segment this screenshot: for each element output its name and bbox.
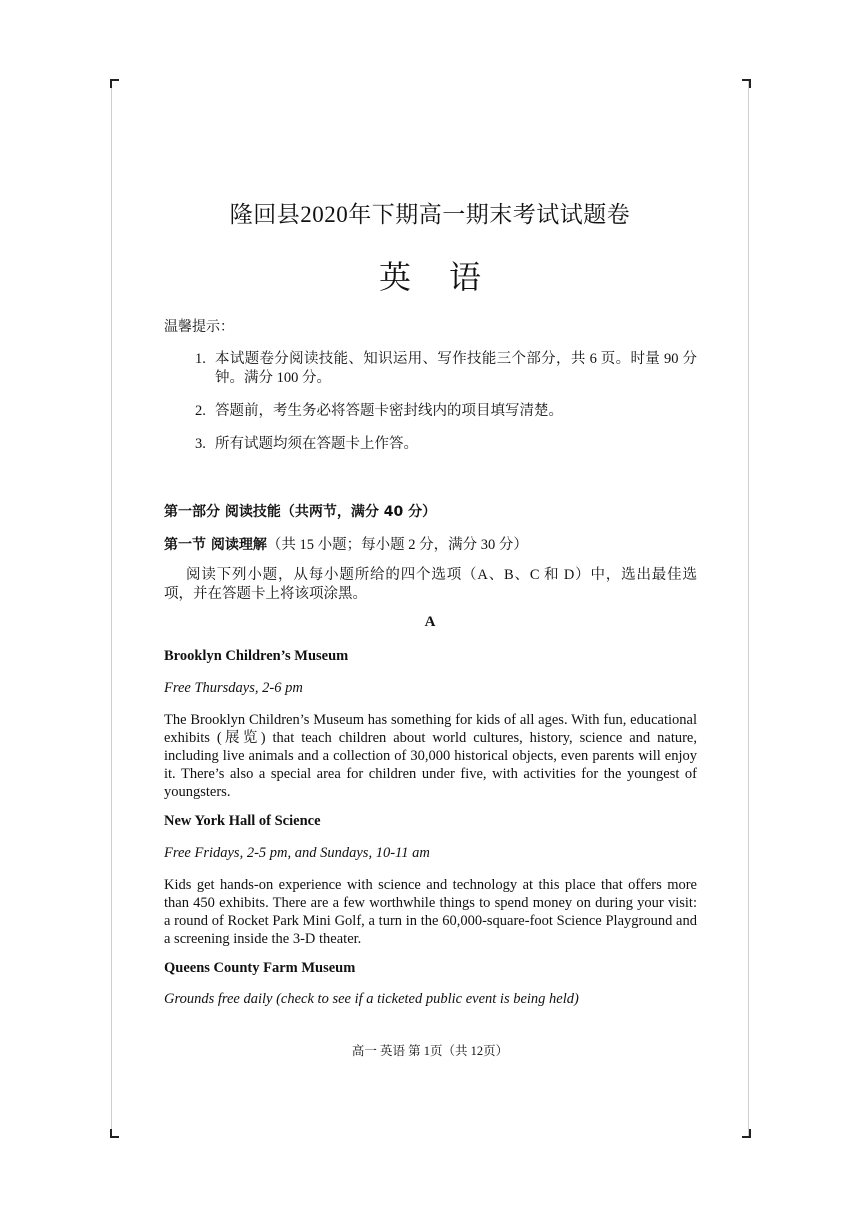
venue-hours: Grounds free daily (check to see if a ticketed public event is being held) [164, 991, 579, 1007]
passage-label: A [424, 614, 436, 630]
tip-text: 所有试题均须在答题卡上作答。 [215, 436, 418, 452]
venue-description: The Brooklyn Children’s Museum has something for kids of all ages. With fun, educational exhibits (展览) that teach children about world cultures, history, science and nature, including live animals and a collection of 30,000 historical objects, even parents will enjoy it. There’s also a special area for children under five, with activities for the youngest of youngsters. [164, 712, 697, 800]
venue-name: Brooklyn Children’s Museum [164, 648, 349, 664]
tip-number: 1. [195, 351, 206, 367]
venue-name: New York Hall of Science [164, 813, 321, 829]
tip-number: 2. [195, 403, 206, 419]
crop-mark-bottom-left [110, 1129, 119, 1138]
section-detail: （共 15 小题；每小题 2 分，满分 30 分） [266, 537, 528, 553]
tip-number: 3. [195, 436, 206, 452]
tip-item [195, 350, 697, 388]
page-frame [111, 80, 749, 1136]
tip-text: 答题前，考生务必将答题卡密封线内的项目填写清楚。 [215, 403, 563, 419]
venue-hours: Free Fridays, 2-5 pm, and Sundays, 10-11 am [164, 845, 430, 861]
tip-item [195, 402, 697, 421]
crop-mark-top-left [110, 79, 119, 88]
page-footer: 高一 英语 第 1页（共 12页） [351, 1044, 509, 1058]
section-heading [164, 533, 528, 554]
tip-item [195, 435, 697, 454]
tips-heading: 温馨提示： [164, 319, 234, 335]
crop-mark-top-right [742, 79, 751, 88]
part-heading: 第一部分 阅读技能（共两节，满分 40 分） [164, 504, 437, 520]
venue-name: Queens County Farm Museum [164, 960, 356, 976]
instructions: 阅读下列小题，从每小题所给的四个选项（A、B、C 和 D）中，选出最佳选项，并在答题卡上将该项涂黑。 [164, 567, 697, 602]
venue-description: Kids get hands-on experience with science and technology at this place that offers more than 450 exhibits. There are a few worthwhile things to spend money on during your visit: a round of Rocket Park Mini Golf, a turn in the 60,000-square-foot Science Playground and a screening inside the 3-D theater. [164, 877, 697, 947]
exam-title: 隆回县2020年下期高一期末考试试题卷 [229, 202, 631, 227]
subject-title: 英语 [378, 259, 519, 295]
tip-text: 本试题卷分阅读技能、知识运用、写作技能三个部分，共 6 页。时量 90 分钟。满分 100 分。 [215, 351, 697, 386]
crop-mark-bottom-right [742, 1129, 751, 1138]
venue-hours: Free Thursdays, 2-6 pm [164, 680, 303, 696]
section-title: 第一节 阅读理解 [164, 537, 267, 553]
